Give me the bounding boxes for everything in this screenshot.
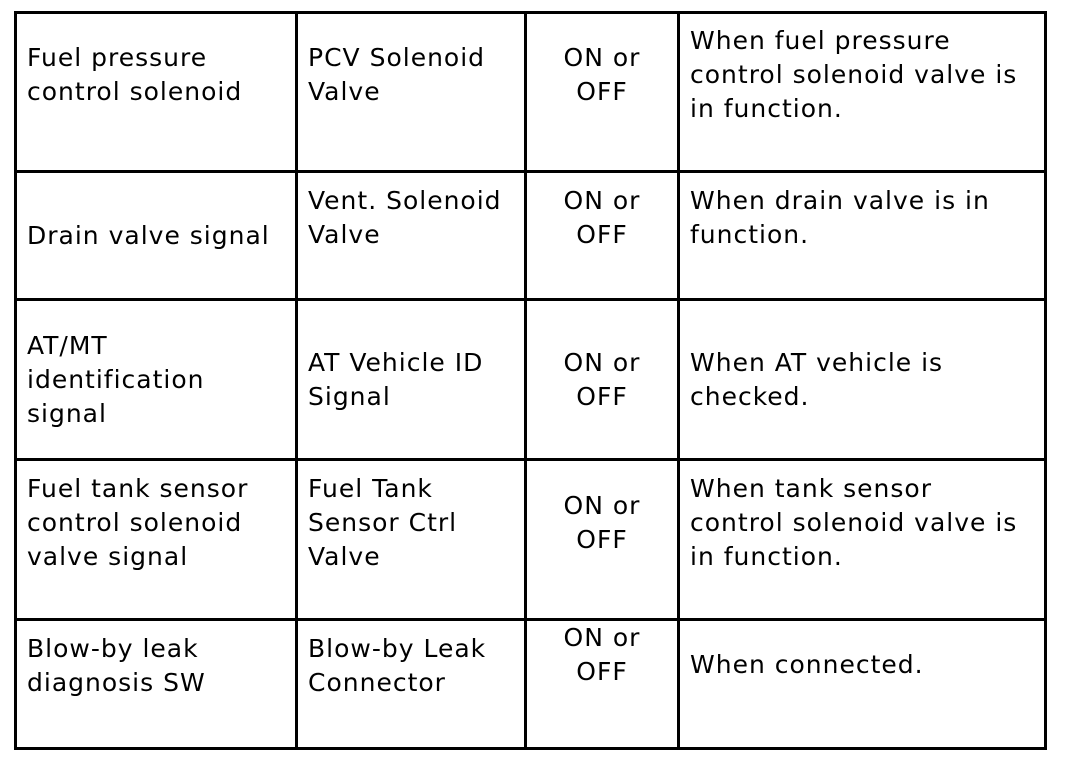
condition-cell: When tank sensor control solenoid valve is in function. (679, 460, 1046, 620)
state-cell: ON or OFF (526, 13, 679, 172)
table-row (16, 620, 1046, 749)
state-cell: ON or OFF (526, 460, 679, 620)
table-row (16, 460, 1046, 620)
signal-name-cell: Drain valve signal (16, 172, 297, 300)
signal-name-cell: Fuel tank sensor control solenoid valve signal (16, 460, 297, 620)
state-cell: ON or OFF (526, 172, 679, 300)
signal-name-cell: Blow-by leak diagnosis SW (16, 620, 297, 749)
table-row (16, 172, 1046, 300)
condition-cell: When drain valve is in function. (679, 172, 1046, 300)
part-name-cell: Blow-by Leak Connector (297, 620, 526, 749)
signal-table (14, 11, 1047, 750)
part-name-cell: AT Vehicle ID Signal (297, 300, 526, 460)
state-cell: ON or OFF (526, 300, 679, 460)
condition-cell: When connected. (679, 620, 1046, 749)
condition-cell: When fuel pressure control solenoid valve is in function. (679, 13, 1046, 172)
signal-name-cell: AT/MT identification signal (16, 300, 297, 460)
table-row (16, 13, 1046, 172)
part-name-cell: Vent. Solenoid Valve (297, 172, 526, 300)
condition-cell: When AT vehicle is checked. (679, 300, 1046, 460)
table-row (16, 300, 1046, 460)
state-cell: ON or OFF (526, 620, 679, 749)
part-name-cell: PCV Solenoid Valve (297, 13, 526, 172)
part-name-cell: Fuel Tank Sensor Ctrl Valve (297, 460, 526, 620)
signal-name-cell: Fuel pressure control solenoid (16, 13, 297, 172)
